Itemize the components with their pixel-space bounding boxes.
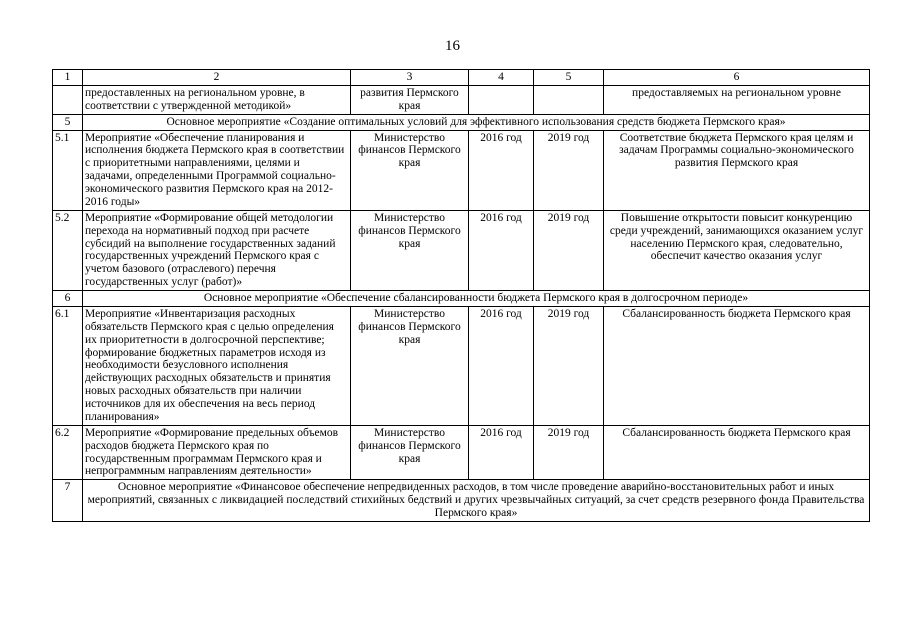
table-row: [53, 306, 870, 425]
end-cell: 2019 год: [534, 130, 604, 210]
item-number: 6.1: [53, 306, 83, 425]
header-cell: 3: [351, 70, 469, 86]
executor-cell: Министерство финансов Пермского края: [351, 306, 469, 425]
header-cell: 2: [83, 70, 351, 86]
section-title: Основное мероприятие «Создание оптимальных условий для эффективного использования средств бюджета Пермского края»: [83, 114, 870, 130]
item-number: 6.2: [53, 425, 83, 480]
result-cell: Сбалансированность бюджета Пермского края: [604, 425, 870, 480]
section-row: [53, 480, 870, 522]
activity-cell: Мероприятие «Формирование общей методологии перехода на нормативный подход при расчете субсидий на выполнение государственных заданий государственных учреждений Пермского края с учетом базового (отраслевого) перечня государственных услуг (работ)»: [83, 210, 351, 290]
item-number: 5.1: [53, 130, 83, 210]
start-cell: 2016 год: [469, 425, 534, 480]
section-number: 5: [53, 114, 83, 130]
header-cell: 4: [469, 70, 534, 86]
section-title: Основное мероприятие «Обеспечение сбалансированности бюджета Пермского края в долгосрочном периоде»: [83, 291, 870, 307]
section-row: [53, 114, 870, 130]
activity-cell: Мероприятие «Обеспечение планирования и исполнения бюджета Пермского края в соответствии с приоритетными направлениями, целями и задачами, определенными Программой социально-экономического развития Пермского края на 2012-2016 годы»: [83, 130, 351, 210]
page-number: 16: [445, 38, 460, 54]
start-cell: [469, 85, 534, 114]
section-row: [53, 291, 870, 307]
start-cell: 2016 год: [469, 210, 534, 290]
activity-cell: Мероприятие «Инвентаризация расходных обязательств Пермского края с целью определения их приоритетности в долгосрочной перспективе; формирование бюджетных параметров исходя из необходимости безусловного исполнения действующих расходных обязательств и принятия новых расходных обязательств при наличии источников для их обеспечения на весь период планирования»: [83, 306, 351, 425]
activity-cell: Мероприятие «Формирование предельных объемов расходов бюджета Пермского края по государственным программам Пермского края и непрограммным направлениям деятельности»: [83, 425, 351, 480]
table-row: [53, 130, 870, 210]
executor-cell: Министерство финансов Пермского края: [351, 210, 469, 290]
executor-cell: развития Пермского края: [351, 85, 469, 114]
result-cell: Повышение открытости повысит конкуренцию среди учреждений, занимающихся оказанием услуг населению Пермского края, следовательно, обеспечит качество оказания услуг: [604, 210, 870, 290]
table-header-row: [53, 70, 870, 86]
start-cell: 2016 год: [469, 306, 534, 425]
result-cell: предоставляемых на региональном уровне: [604, 85, 870, 114]
num-cell: [53, 85, 83, 114]
table-row: [53, 210, 870, 290]
executor-cell: Министерство финансов Пермского края: [351, 425, 469, 480]
header-cell: 6: [604, 70, 870, 86]
section-number: 7: [53, 480, 83, 522]
activity-cell: предоставленных на региональном уровне, в соответствии с утвержденной методикой»: [83, 85, 351, 114]
result-cell: Соответствие бюджета Пермского края целям и задачам Программы социально-экономического развития Пермского края: [604, 130, 870, 210]
table-row: [53, 425, 870, 480]
end-cell: 2019 год: [534, 306, 604, 425]
header-cell: 1: [53, 70, 83, 86]
item-number: 5.2: [53, 210, 83, 290]
section-title: Основное мероприятие «Финансовое обеспечение непредвиденных расходов, в том числе проведение аварийно-восстановительных работ и иных мероприятий, связанных с ликвидацией последствий стихийных бедствий и других чрезвычайных ситуаций, за счет средств резервного фонда Правительства Пермского края»: [83, 480, 870, 522]
end-cell: [534, 85, 604, 114]
continuation-row: [53, 85, 870, 114]
end-cell: 2019 год: [534, 210, 604, 290]
end-cell: 2019 год: [534, 425, 604, 480]
activities-table: [52, 69, 870, 522]
section-number: 6: [53, 291, 83, 307]
header-cell: 5: [534, 70, 604, 86]
start-cell: 2016 год: [469, 130, 534, 210]
result-cell: Сбалансированность бюджета Пермского края: [604, 306, 870, 425]
executor-cell: Министерство финансов Пермского края: [351, 130, 469, 210]
